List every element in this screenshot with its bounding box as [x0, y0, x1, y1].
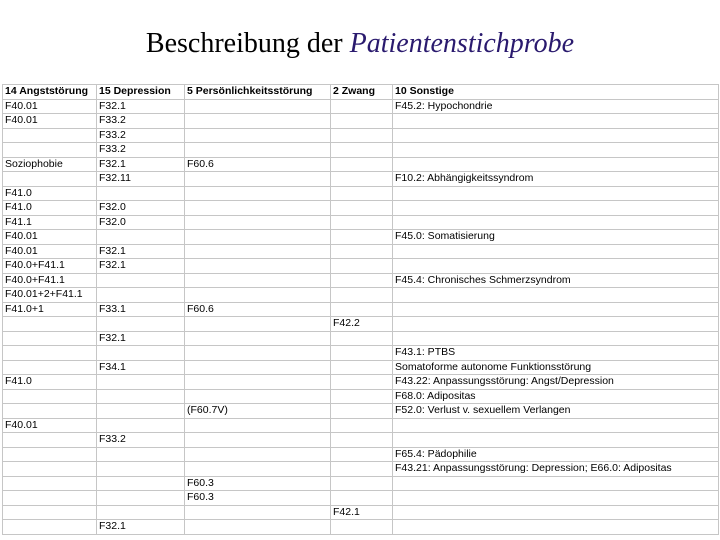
- table-cell: [331, 389, 393, 404]
- table-cell: [185, 317, 331, 332]
- table-row: [3, 360, 719, 375]
- table-cell: [97, 505, 185, 520]
- table-body: [3, 99, 719, 534]
- table-cell: [393, 143, 719, 158]
- table-cell: [331, 346, 393, 361]
- table-cell: [393, 128, 719, 143]
- table-row: [3, 491, 719, 506]
- table-cell: [3, 143, 97, 158]
- table-row: [3, 273, 719, 288]
- table-cell: F42.1: [331, 505, 393, 520]
- table-cell: Soziophobie: [3, 157, 97, 172]
- table-cell: [393, 215, 719, 230]
- table-cell: F45.4: Chronisches Schmerzsyndrom: [393, 273, 719, 288]
- table-cell: [97, 273, 185, 288]
- table-cell: [331, 447, 393, 462]
- table-cell: [331, 433, 393, 448]
- table-cell: [393, 491, 719, 506]
- table-cell: [185, 230, 331, 245]
- table-cell: F32.11: [97, 172, 185, 187]
- table-row: [3, 447, 719, 462]
- table-row: [3, 404, 719, 419]
- table-cell: [331, 259, 393, 274]
- table-cell: F40.01: [3, 230, 97, 245]
- table-cell: [331, 375, 393, 390]
- table-cell: F40.01+2+F41.1: [3, 288, 97, 303]
- table-cell: [393, 433, 719, 448]
- table-cell: [97, 404, 185, 419]
- table-row: [3, 288, 719, 303]
- table-cell: F40.0+F41.1: [3, 259, 97, 274]
- table-cell: [185, 201, 331, 216]
- table-cell: [185, 389, 331, 404]
- table-row: [3, 230, 719, 245]
- table-cell: F33.2: [97, 143, 185, 158]
- table-cell: [97, 476, 185, 491]
- table-cell: [3, 476, 97, 491]
- table-cell: [393, 418, 719, 433]
- table-cell: [185, 433, 331, 448]
- table-cell: [393, 476, 719, 491]
- table-cell: [185, 462, 331, 477]
- table-cell: F40.0+F41.1: [3, 273, 97, 288]
- table-cell: [331, 476, 393, 491]
- table-cell: [331, 244, 393, 259]
- table-cell: Somatoforme autonome Funktionsstörung: [393, 360, 719, 375]
- table-cell: [3, 404, 97, 419]
- table-row: [3, 114, 719, 129]
- table-cell: F32.1: [97, 520, 185, 535]
- table-cell: [97, 491, 185, 506]
- table-cell: F43.21: Anpassungsstörung: Depression; E66.0: Adipositas: [393, 462, 719, 477]
- table-cell: [185, 346, 331, 361]
- table-cell: [331, 418, 393, 433]
- table-cell: F32.1: [97, 244, 185, 259]
- table-row: [3, 259, 719, 274]
- table-row: [3, 215, 719, 230]
- table-cell: [3, 331, 97, 346]
- table-cell: [97, 375, 185, 390]
- table-row: [3, 201, 719, 216]
- table-cell: [185, 418, 331, 433]
- table-cell: F60.3: [185, 476, 331, 491]
- table-row: [3, 172, 719, 187]
- table-cell: [3, 389, 97, 404]
- table-row: [3, 244, 719, 259]
- table-cell: F40.01: [3, 418, 97, 433]
- table-row: [3, 476, 719, 491]
- table-cell: F33.1: [97, 302, 185, 317]
- table-cell: [3, 520, 97, 535]
- table-cell: [185, 99, 331, 114]
- table-cell: F33.2: [97, 433, 185, 448]
- table-cell: F41.0: [3, 186, 97, 201]
- column-header-depression: 15 Depression: [97, 85, 185, 100]
- table-row: [3, 520, 719, 535]
- table-cell: [185, 331, 331, 346]
- table-cell: [185, 143, 331, 158]
- table-row: [3, 346, 719, 361]
- table-cell: [331, 462, 393, 477]
- table-cell: [97, 230, 185, 245]
- table-cell: [97, 346, 185, 361]
- table-cell: [393, 157, 719, 172]
- table-cell: F65.4: Pädophilie: [393, 447, 719, 462]
- table-cell: [185, 128, 331, 143]
- table-row: [3, 505, 719, 520]
- table-cell: [393, 201, 719, 216]
- column-header-angststoerung: 14 Angststörung: [3, 85, 97, 100]
- table-cell: F41.1: [3, 215, 97, 230]
- table-cell: [3, 462, 97, 477]
- table-cell: [97, 389, 185, 404]
- table-cell: [185, 360, 331, 375]
- table-cell: [331, 128, 393, 143]
- table-cell: [393, 520, 719, 535]
- table-cell: [331, 520, 393, 535]
- table-row: [3, 317, 719, 332]
- table-cell: [331, 143, 393, 158]
- table-cell: F41.0: [3, 375, 97, 390]
- patient-sample-table: [2, 84, 719, 535]
- table-cell: [331, 215, 393, 230]
- table-cell: [393, 288, 719, 303]
- column-header-persoenlichkeitsstoerung: 5 Persönlichkeitsstörung: [185, 85, 331, 100]
- table-cell: [393, 317, 719, 332]
- table-cell: [3, 433, 97, 448]
- table-cell: F34.1: [97, 360, 185, 375]
- table-cell: [3, 128, 97, 143]
- table-cell: [331, 491, 393, 506]
- table-row: [3, 389, 719, 404]
- table-cell: [185, 520, 331, 535]
- page-title: [0, 28, 720, 60]
- table-cell: F43.1: PTBS: [393, 346, 719, 361]
- table-cell: [97, 317, 185, 332]
- table-cell: [97, 418, 185, 433]
- table-row: [3, 128, 719, 143]
- table-header: [3, 85, 719, 100]
- table-cell: F60.3: [185, 491, 331, 506]
- table-header-row: [3, 85, 719, 100]
- table-cell: F45.0: Somatisierung: [393, 230, 719, 245]
- table-cell: [185, 172, 331, 187]
- table-cell: [331, 99, 393, 114]
- table-cell: F41.0: [3, 201, 97, 216]
- table-cell: F43.22: Anpassungsstörung: Angst/Depression: [393, 375, 719, 390]
- table-cell: [3, 505, 97, 520]
- table-cell: [97, 186, 185, 201]
- table-cell: F32.0: [97, 201, 185, 216]
- table-cell: [185, 259, 331, 274]
- table-cell: F45.2: Hypochondrie: [393, 99, 719, 114]
- table-cell: F32.1: [97, 99, 185, 114]
- table-cell: [3, 491, 97, 506]
- table-cell: [331, 114, 393, 129]
- table-cell: [331, 404, 393, 419]
- table-cell: [331, 288, 393, 303]
- table-cell: F40.01: [3, 99, 97, 114]
- table-cell: F60.6: [185, 302, 331, 317]
- table-cell: [185, 215, 331, 230]
- table-cell: [331, 331, 393, 346]
- table-row: [3, 331, 719, 346]
- table-row: [3, 143, 719, 158]
- table-cell: F42.2: [331, 317, 393, 332]
- page-title-plain: Beschreibung der: [145, 28, 350, 59]
- table-cell: [393, 244, 719, 259]
- table-cell: [97, 288, 185, 303]
- table-cell: [3, 172, 97, 187]
- table-cell: F32.1: [97, 331, 185, 346]
- table-cell: [331, 302, 393, 317]
- table-row: [3, 418, 719, 433]
- table-cell: [185, 186, 331, 201]
- table-cell: [185, 288, 331, 303]
- table-row: [3, 186, 719, 201]
- table-cell: [331, 230, 393, 245]
- table-cell: [185, 114, 331, 129]
- table-cell: [393, 186, 719, 201]
- table-cell: [331, 157, 393, 172]
- table-cell: [97, 462, 185, 477]
- table-cell: F32.1: [97, 259, 185, 274]
- table-cell: [3, 360, 97, 375]
- table-cell: [185, 244, 331, 259]
- table-cell: F68.0: Adipositas: [393, 389, 719, 404]
- table-cell: F33.2: [97, 114, 185, 129]
- table-cell: F32.0: [97, 215, 185, 230]
- table-row: [3, 433, 719, 448]
- table-cell: F41.0+1: [3, 302, 97, 317]
- table-row: [3, 99, 719, 114]
- table-cell: F52.0: Verlust v. sexuellem Verlangen: [393, 404, 719, 419]
- table-row: [3, 375, 719, 390]
- table-cell: [331, 273, 393, 288]
- table-cell: F32.1: [97, 157, 185, 172]
- table-row: [3, 462, 719, 477]
- table-cell: [331, 172, 393, 187]
- table-cell: [393, 505, 719, 520]
- table-row: [3, 302, 719, 317]
- table-cell: F60.6: [185, 157, 331, 172]
- table-cell: [3, 447, 97, 462]
- table-cell: [185, 375, 331, 390]
- table-cell: F10.2: Abhängigkeitssyndrom: [393, 172, 719, 187]
- table-cell: F33.2: [97, 128, 185, 143]
- table-cell: [3, 346, 97, 361]
- table-cell: [185, 273, 331, 288]
- table-cell: F40.01: [3, 114, 97, 129]
- table-cell: [331, 201, 393, 216]
- table-cell: [393, 114, 719, 129]
- table-cell: [3, 317, 97, 332]
- table-cell: [393, 302, 719, 317]
- table-cell: (F60.7V): [185, 404, 331, 419]
- table-cell: [185, 505, 331, 520]
- page-title-accent: Patientenstichprobe: [349, 28, 575, 59]
- table-cell: [331, 186, 393, 201]
- table-cell: [97, 447, 185, 462]
- table-cell: [393, 331, 719, 346]
- table-cell: F40.01: [3, 244, 97, 259]
- column-header-zwang: 2 Zwang: [331, 85, 393, 100]
- column-header-sonstige: 10 Sonstige: [393, 85, 719, 100]
- table-cell: [393, 259, 719, 274]
- table-row: [3, 157, 719, 172]
- table-cell: [331, 360, 393, 375]
- table-cell: [185, 447, 331, 462]
